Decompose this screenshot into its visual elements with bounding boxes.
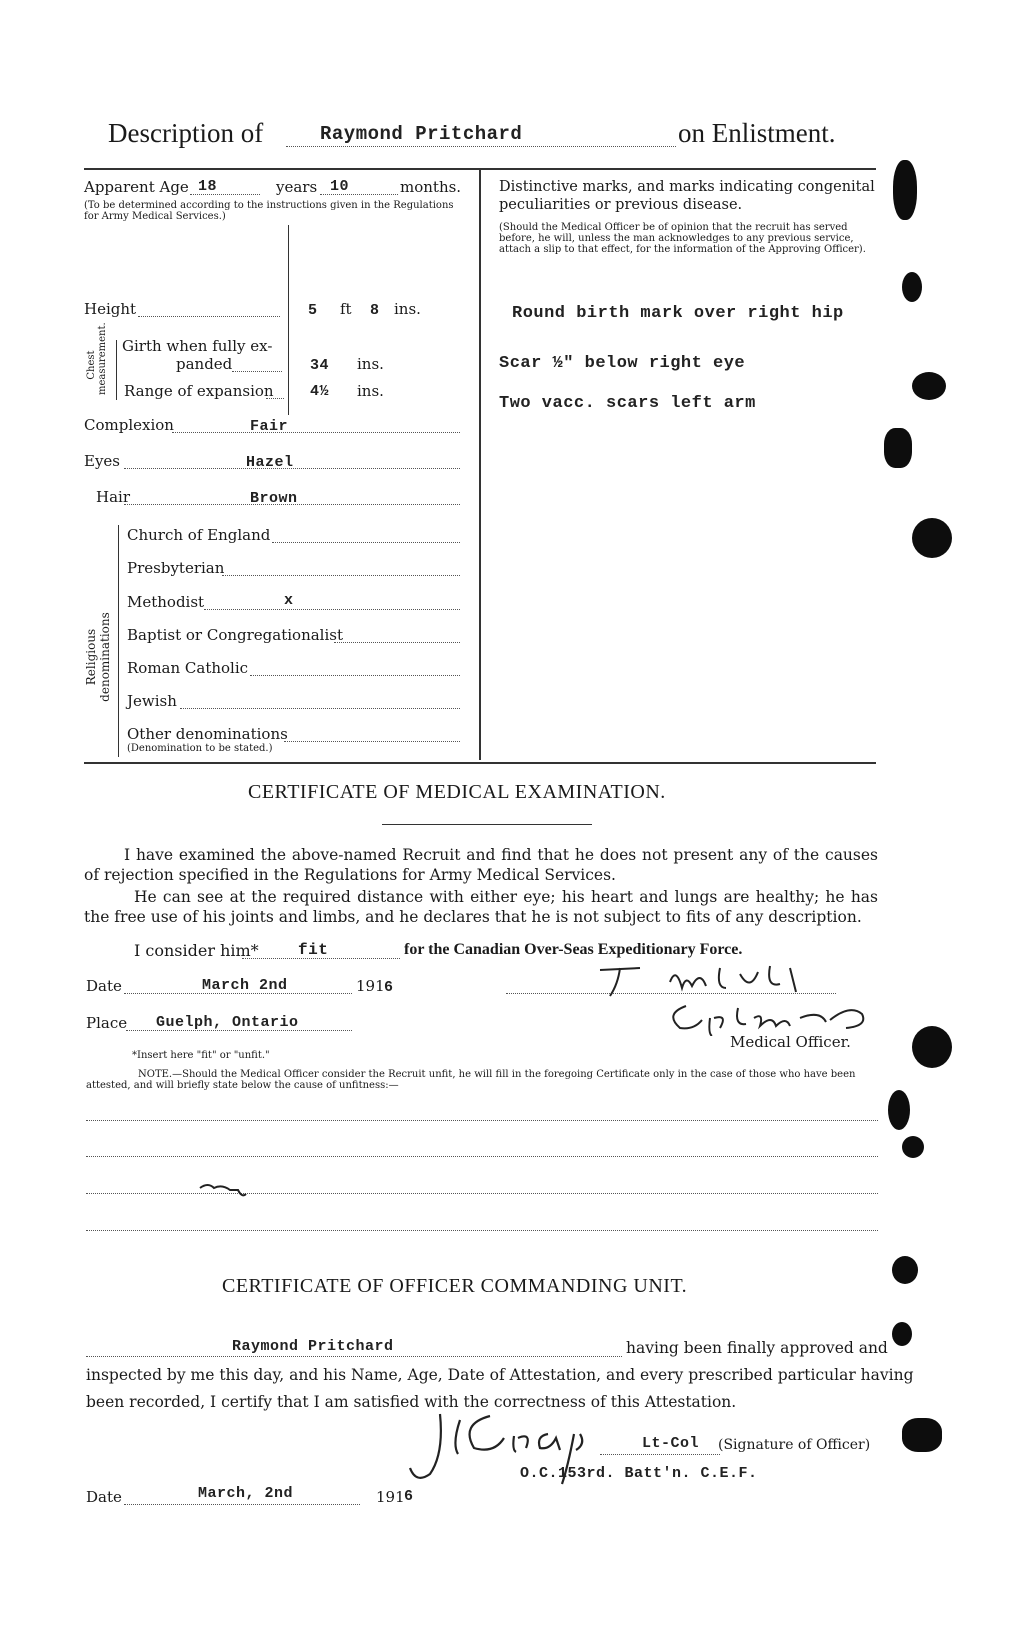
ft-label: ft [340, 300, 352, 318]
commanding-year-digit: 6 [404, 1488, 414, 1505]
eyes-value: Hazel [246, 454, 294, 471]
medical-heading-rule [382, 824, 592, 825]
height-ins-value: 8 [370, 302, 380, 319]
title-prefix: Description of [108, 118, 264, 148]
religion-dots-1 [222, 575, 460, 576]
consider-prefix: I consider him* [134, 941, 259, 960]
consider-value: fit [298, 941, 329, 959]
religion-dots-0 [272, 542, 460, 543]
age-note: (To be determined according to the instructions given in the Regulations for Army Medical Services.) [84, 200, 454, 222]
column-divider [479, 170, 481, 760]
apparent-age-label: Apparent Age [84, 178, 189, 196]
binding-hole-1 [893, 160, 917, 220]
binding-hole-4 [884, 428, 912, 468]
religion-mark: x [284, 592, 294, 609]
commanding-line1-suffix: having been finally approved and [626, 1339, 888, 1357]
commanding-date-dots [124, 1504, 360, 1505]
religion-dots-4 [250, 675, 460, 676]
section-rule [84, 762, 876, 764]
unfit-line-1 [86, 1120, 878, 1121]
months-label: months. [400, 178, 462, 196]
title-dotted-line [286, 146, 676, 147]
religion-side-label: Religious denominations [84, 612, 112, 702]
unfit-line-4 [86, 1230, 878, 1231]
height-ft-value: 5 [308, 302, 318, 319]
girth-label-1: Girth when fully ex- [122, 337, 273, 355]
height-dots [138, 316, 280, 317]
recruit-name: Raymond Pritchard [320, 123, 523, 145]
range-unit: ins. [357, 382, 384, 400]
commanding-signature-label: (Signature of Officer) [718, 1437, 871, 1453]
hair-label: Hair [96, 488, 130, 506]
commanding-date-value: March, 2nd [198, 1485, 294, 1502]
range-label: Range of expansion [124, 382, 274, 400]
complexion-value: Fair [250, 418, 289, 435]
medical-year-prefix: 191 [356, 977, 385, 995]
hair-value: Brown [250, 490, 298, 507]
medical-year-digit: 6 [384, 979, 394, 996]
insert-note: *Insert here "fit" or "unfit." [132, 1050, 270, 1061]
binding-hole-7 [888, 1090, 910, 1130]
unfit-note: NOTE.—Should the Medical Officer consider the Recruit unfit, he will fill in the foregoing Certificate only in the case of those who have been attested, and will briefly state below the cause of unfitness:— [86, 1069, 856, 1091]
girth-unit: ins. [357, 355, 384, 373]
mark-3: Two vacc. scars left arm [499, 394, 756, 413]
commanding-line3: been recorded, I certify that I am satisfied with the correctness of this Attestation. [86, 1393, 737, 1411]
religion-baptist: Baptist or Congregationalist [127, 626, 343, 644]
age-months-value: 10 [330, 178, 350, 195]
complexion-label: Complexion [84, 416, 174, 434]
religion-dots-2 [204, 609, 460, 610]
title-suffix: on Enlistment. [678, 118, 836, 148]
religion-dots-5 [180, 708, 460, 709]
religion-brace [118, 525, 119, 757]
distinctive-marks-note: (Should the Medical Officer be of opinion that the recruit has served before, he will, unless the man acknowledges to any previous service, attach a slip to that effect, for the information of the Approving Officer). [499, 222, 866, 255]
medical-paragraph-1: I have examined the above-named Recruit and find that he does not present any of the causes of rejection specified in the Regulations for Army Medical Services. [84, 846, 878, 884]
commanding-recruit-name: Raymond Pritchard [232, 1338, 394, 1355]
medical-date-label: Date [86, 977, 122, 995]
distinctive-marks-heading-2: peculiarities or previous disease. [499, 197, 743, 213]
girth-label-2: panded [176, 355, 233, 373]
height-ins-label: ins. [394, 300, 421, 318]
binding-hole-6 [912, 1026, 952, 1068]
chest-brace [116, 340, 117, 400]
religion-church-of-england: Church of England [127, 526, 271, 544]
years-label: years [276, 178, 318, 196]
consider-suffix: for the Canadian Over-Seas Expeditionary Force. [404, 941, 743, 958]
distinctive-marks-heading-1: Distinctive marks, and marks indicating congenital [499, 179, 875, 195]
medical-place-value: Guelph, Ontario [156, 1014, 299, 1031]
binding-hole-8 [902, 1136, 924, 1158]
eyes-label: Eyes [84, 452, 120, 470]
binding-hole-10 [892, 1322, 912, 1346]
unfit-stroke [196, 1176, 256, 1200]
religion-presbyterian: Presbyterian [127, 559, 225, 577]
commanding-name-dots [86, 1356, 622, 1357]
commanding-date-label: Date [86, 1488, 122, 1506]
binding-hole-9 [892, 1256, 918, 1284]
height-label: Height [84, 300, 137, 318]
complexion-dots [172, 432, 460, 433]
binding-hole-3 [912, 372, 946, 400]
religion-methodist: Methodist [127, 593, 205, 611]
girth-dots [232, 371, 282, 372]
medical-paragraph-2: He can see at the required distance with either eye; his heart and lungs are healthy; he has the free use of his joints and limbs, and he declares that he is not subject to fits of any description. [84, 888, 878, 926]
commanding-rank: Lt-Col [642, 1435, 700, 1452]
mark-2: Scar ½" below right eye [499, 354, 746, 373]
medical-date-value: March 2nd [202, 977, 288, 994]
religion-dots-3 [334, 642, 460, 643]
religion-jewish: Jewish [127, 692, 177, 710]
range-value: 4½ [310, 383, 330, 400]
binding-hole-11 [902, 1418, 942, 1452]
chest-measurement-label: Chest measurement. [86, 322, 108, 395]
medical-heading: CERTIFICATE OF MEDICAL EXAMINATION. [248, 781, 666, 803]
commanding-signature-dots [600, 1454, 720, 1455]
medical-officer-signature [580, 962, 820, 1002]
binding-hole-2 [902, 272, 922, 302]
commanding-line2: inspected by me this day, and his Name, Age, Date of Attestation, and every prescribed particular having [86, 1366, 914, 1384]
mark-1: Round birth mark over right hip [512, 304, 844, 323]
girth-value: 34 [310, 357, 330, 374]
unfit-line-2 [86, 1156, 878, 1157]
other-denomination-note: (Denomination to be stated.) [127, 743, 273, 754]
medical-officer-label: Medical Officer. [730, 1033, 851, 1051]
commanding-heading: CERTIFICATE OF OFFICER COMMANDING UNIT. [222, 1275, 688, 1297]
religion-dots-6 [284, 741, 460, 742]
religion-other: Other denominations [127, 725, 288, 743]
age-years-value: 18 [198, 178, 218, 195]
left-inner-divider [288, 225, 289, 415]
commanding-unit: O.C.153rd. Batt'n. C.E.F. [520, 1465, 758, 1482]
binding-hole-5 [912, 518, 952, 558]
range-dots [266, 398, 284, 399]
commanding-year-prefix: 191 [376, 1488, 405, 1506]
medical-place-label: Place [86, 1014, 128, 1032]
medical-rank-signature [650, 1000, 890, 1036]
religion-roman-catholic: Roman Catholic [127, 659, 249, 677]
